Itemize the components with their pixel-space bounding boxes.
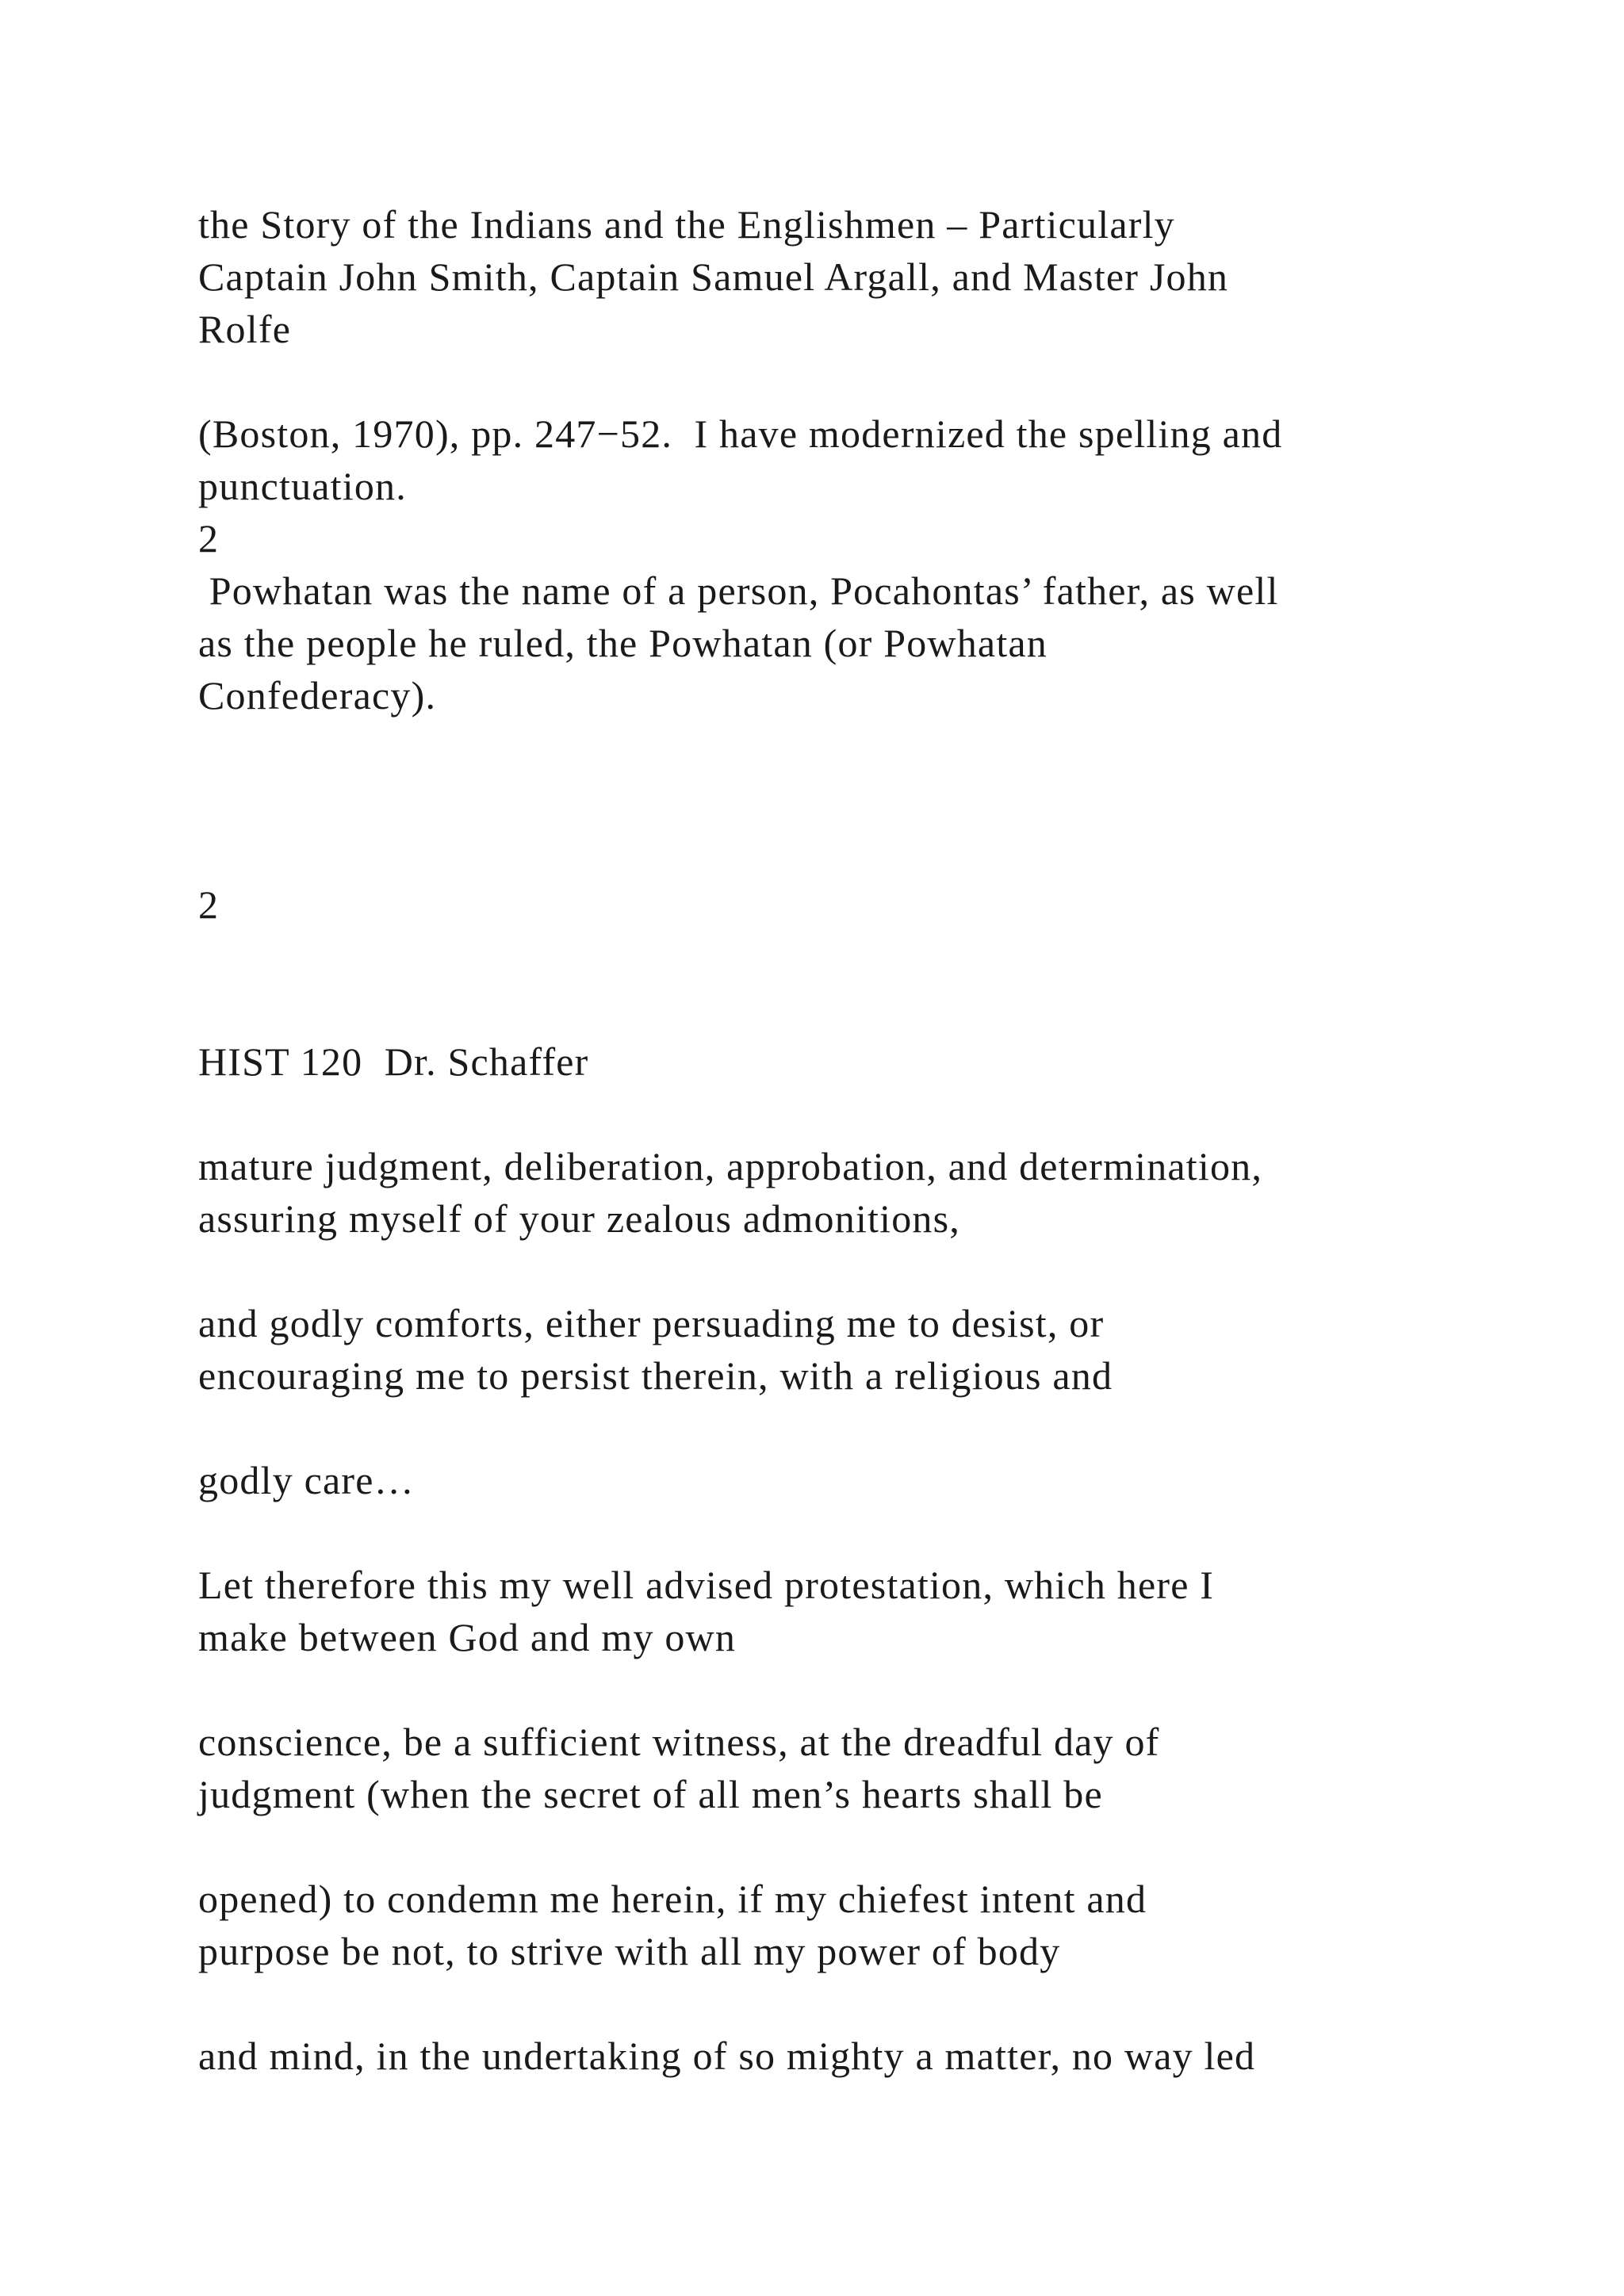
footnote-line: the Story of the Indians and the Englishmen – Particularly	[198, 202, 1175, 247]
body-line: conscience, be a sufficient witness, at the dreadful day of	[198, 1720, 1160, 1764]
body-line: and godly comforts, either persuading me to desist, or	[198, 1301, 1105, 1345]
body-line: godly care…	[198, 1458, 415, 1502]
footnote-number: 2	[198, 516, 220, 561]
body-line: opened) to condemn me herein, if my chiefest intent and	[198, 1877, 1147, 1921]
body-line: make between God and my own	[198, 1615, 737, 1659]
footnote-line: Captain John Smith, Captain Samuel Argall, and Master John	[198, 254, 1229, 299]
body-line: purpose be not, to strive with all my power of body	[198, 1929, 1061, 1973]
footnote-line: Confederacy).	[198, 673, 437, 718]
body-line: mature judgment, deliberation, approbation, and determination,	[198, 1144, 1263, 1188]
footnote-line: Powhatan was the name of a person, Pocahontas’ father, as well	[198, 568, 1279, 613]
running-header: HIST 120 Dr. Schaffer	[198, 1039, 589, 1084]
body-line: judgment (when the secret of all men’s hearts shall be	[198, 1772, 1103, 1816]
body-line: and mind, in the undertaking of so mighty a matter, no way led	[198, 2034, 1256, 2078]
footnote-line: as the people he ruled, the Powhatan (or Powhatan	[198, 621, 1048, 665]
footnote-line: (Boston, 1970), pp. 247−52. I have modernized the spelling and	[198, 411, 1283, 456]
body-line: Let therefore this my well advised protestation, which here I	[198, 1563, 1215, 1607]
document-page	[198, 0, 1546, 2296]
body-line: encouraging me to persist therein, with a religious and	[198, 1353, 1113, 1398]
page-number: 2	[198, 882, 220, 927]
footnote-line: punctuation.	[198, 464, 407, 508]
body-line: assuring myself of your zealous admonitions,	[198, 1196, 960, 1241]
footnote-line: Rolfe	[198, 307, 292, 351]
